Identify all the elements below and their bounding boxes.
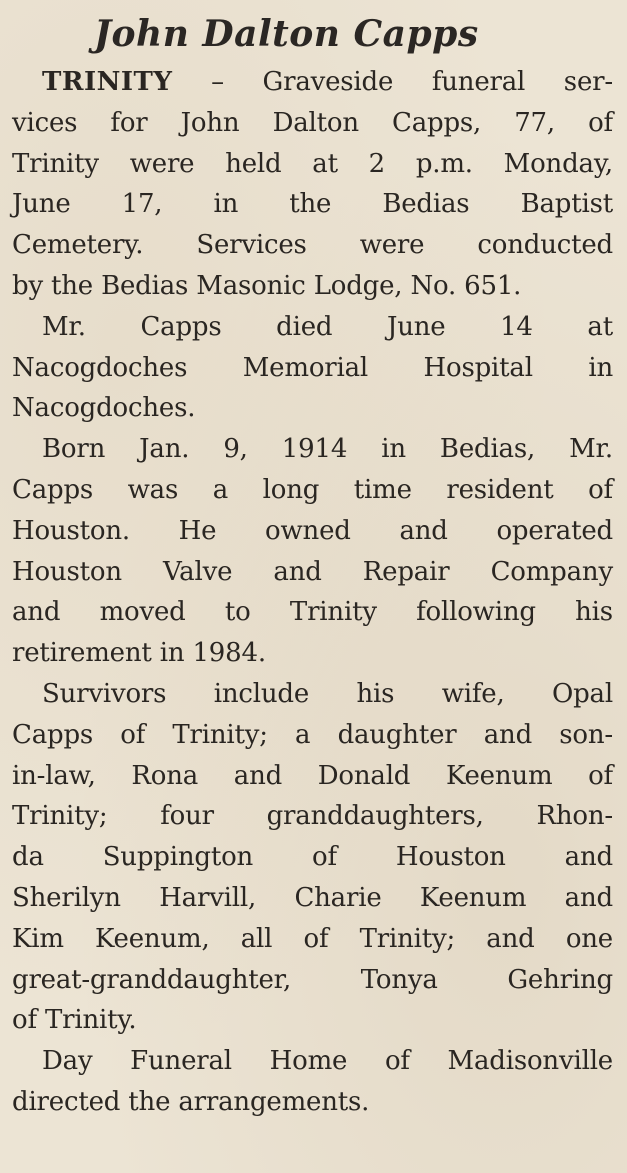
text-line: Day Funeral Home of Madisonville xyxy=(42,1046,613,1077)
text-line: da Suppington of Houston and xyxy=(12,842,613,873)
obituary-body xyxy=(12,62,613,1123)
text-line: great-granddaughter, Tonya Gehring xyxy=(12,964,613,995)
text-line: of Trinity. xyxy=(12,1005,137,1036)
paragraph xyxy=(12,307,613,429)
paragraph xyxy=(12,429,613,674)
paragraph xyxy=(12,62,613,307)
text-line: Nacogdoches Memorial Hospital in xyxy=(12,352,613,383)
text-line: Houston. He owned and operated xyxy=(12,515,613,546)
text-line: Trinity were held at 2 p.m. Monday, xyxy=(12,148,613,179)
obituary-headline: John Dalton Capps xyxy=(94,13,479,55)
text-line: retirement in 1984. xyxy=(12,638,266,669)
text-line: Trinity; four granddaughters, Rhon- xyxy=(12,801,613,832)
text-line: Mr. Capps died June 14 at xyxy=(42,311,613,342)
text-line: Capps of Trinity; a daughter and son- xyxy=(12,719,613,750)
text-line: Born Jan. 9, 1914 in Bedias, Mr. xyxy=(42,434,613,465)
text-line: Survivors include his wife, Opal xyxy=(42,678,613,709)
text-line: in-law, Rona and Donald Keenum of xyxy=(12,760,613,791)
text-line: Kim Keenum, all of Trinity; and one xyxy=(12,923,613,954)
text-line: Nacogdoches. xyxy=(12,393,196,424)
text-line: Cemetery. Services were conducted xyxy=(12,230,613,261)
text-line: Sherilyn Harvill, Charie Keenum and xyxy=(12,882,613,913)
paragraph xyxy=(12,674,613,1041)
text-line: June 17, in the Bedias Baptist xyxy=(12,189,613,220)
text-line: by the Bedias Masonic Lodge, No. 651. xyxy=(12,270,522,301)
text-line: and moved to Trinity following his xyxy=(12,597,613,628)
text-line: Capps was a long time resident of xyxy=(12,474,613,505)
text-line: vices for John Dalton Capps, 77, of xyxy=(12,107,613,138)
text-line: Houston Valve and Repair Company xyxy=(12,556,613,587)
text-line: TRINITY – Graveside funeral ser- xyxy=(42,67,613,97)
paragraph xyxy=(12,1041,613,1123)
text-line: directed the arrangements. xyxy=(12,1086,370,1117)
